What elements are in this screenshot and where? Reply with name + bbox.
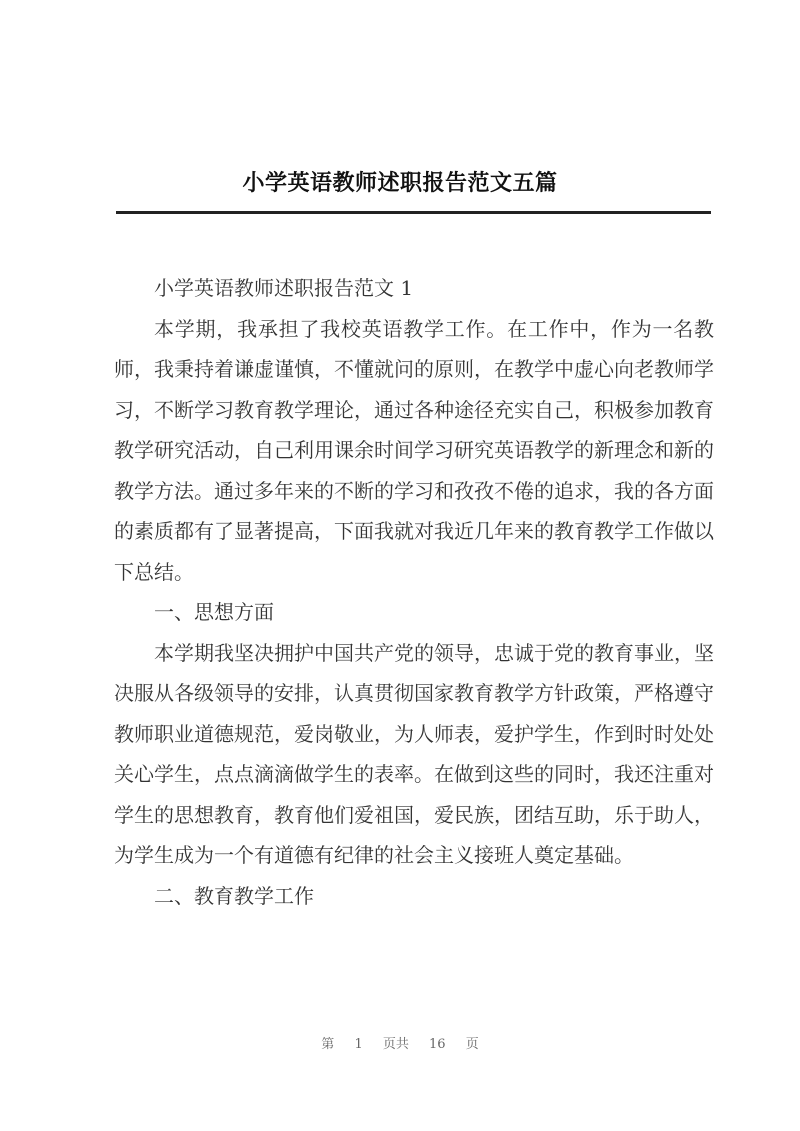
document-title: 小学英语教师述职报告范文五篇 [242,170,558,196]
footer-suffix: 页 [465,1037,479,1052]
footer-total-pages: 16 [429,1037,446,1052]
footer-current-page: 1 [354,1037,363,1052]
section-heading: 二、教育教学工作 [154,883,314,908]
title-underline [116,211,711,214]
section-heading: 小学英语教师述职报告范文 1 [154,276,414,300]
body-paragraph: 本学期，我承担了我校英语教学工作。在工作中，作为一名教师，我秉持着谦虚谨慎，不懂就问的原则，在教学中虚心向老教师学习，不断学习教育教学理论，通过各种途径充实自己，积极参加教育教学研究活动，自己利用课余时间学习研究英语教学的新理念和新的教学方法。通过多年来的不断的学习和孜孜不倦的追求，我的各方面的素质都有了显著提高，下面我就对我近几年来的教育教学工作做以下总结。 [114,316,714,584]
footer-middle: 页共 [382,1037,409,1052]
document-body [114,268,714,916]
page-footer [0,1033,800,1052]
footer-prefix: 第 [321,1037,335,1052]
section-heading: 一、思想方面 [154,600,274,624]
body-paragraph: 本学期我坚决拥护中国共产党的领导，忠诚于党的教育事业，坚决服从各级领导的安排，认真贯彻国家教育教学方针政策，严格遵守教师职业道德规范，爱岗敬业，为人师表，爱护学生，作到时时处处关心学生，点点滴滴做学生的表率。在做到这些的同时，我还注重对学生的思想教育，教育他们爱祖国，爱民族，团结互助，乐于助人，为学生成为一个有道德有纪律的社会主义接班人奠定基础。 [114,640,714,867]
